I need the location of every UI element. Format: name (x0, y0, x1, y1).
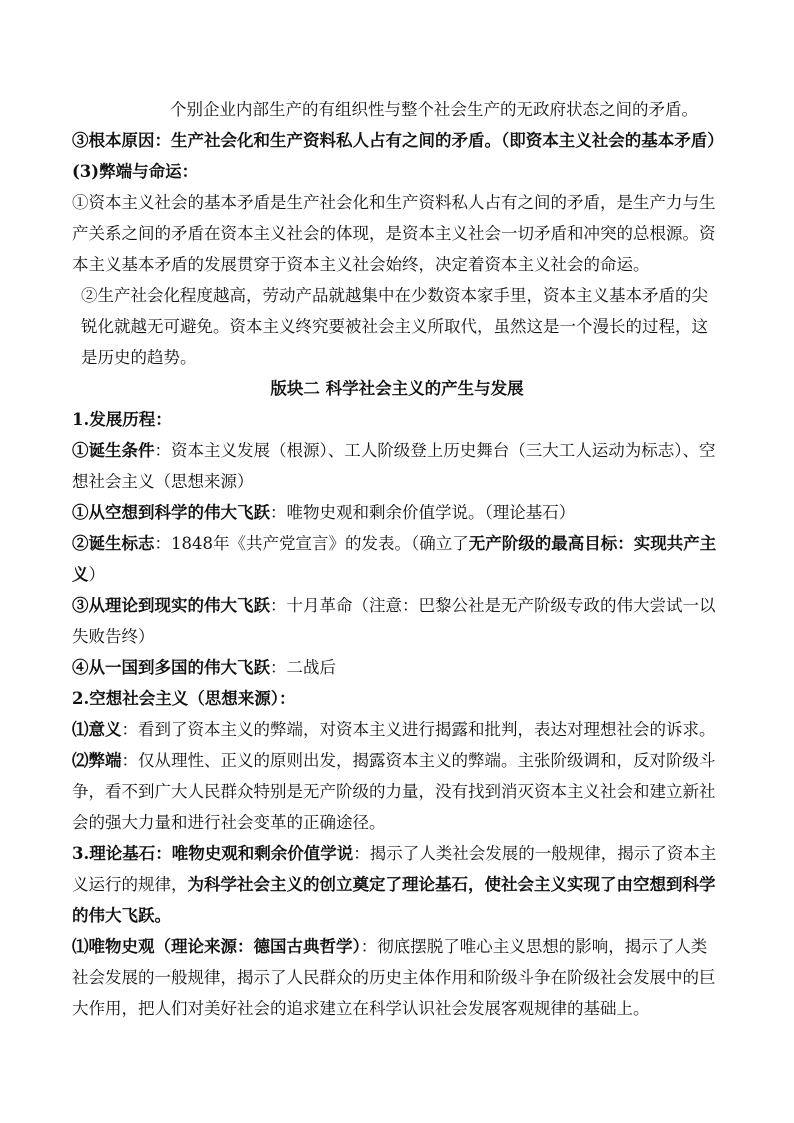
label-one-to-many: ④从一国到多国的伟大飞跃 (72, 658, 270, 677)
label-utopia-to-science: ①从空想到科学的伟大飞跃 (72, 503, 270, 522)
heading-utopian-socialism: 2.空想社会主义（思想来源）： (72, 689, 296, 708)
label-significance: ⑴意义 (72, 720, 122, 739)
paragraph-drawbacks (72, 745, 722, 838)
text-birth-mark-end: ） (88, 565, 105, 584)
paragraph-utopia-to-science (72, 497, 722, 528)
text-highest-goal: 无产阶级的最高目标：实现共产主义 (72, 534, 717, 584)
text-historical-materialism: ：彻底摆脱了唯心主义思想的影响，揭示了人类社会发展的一般规律，揭示了人民群众的历史主体作用和阶级斗争在阶级社会发展中的巨大作用，把人们对美好社会的追求建立在科学认识社会发展客观规律的基础上。 (72, 937, 716, 1018)
label-theoretical-foundation: 3.理论基石：唯物史观和剩余价值学说 (72, 844, 354, 863)
paragraph-significance (72, 714, 722, 745)
label-birth-conditions: ①诞生条件 (72, 441, 155, 460)
heading-drawbacks-fate: (3)弊端与命运： (72, 162, 199, 181)
root-cause-text: ③根本原因：生产社会化和生产资料私人占有之间的矛盾。（即资本主义社会的基本矛盾） (72, 131, 724, 150)
paragraph-socialization: ②生产社会化程度越高，劳动产品就越集中在少数资本家手里，资本主义基本矛盾的尖锐化就越无可避免。资本主义终究要被社会主义所取代，虽然这是一个漫长的过程，这是历史的趋势。 (81, 286, 708, 367)
label-birth-mark: ②诞生标志 (72, 534, 155, 553)
paragraph-historical-materialism (72, 931, 722, 1024)
paragraph-theory-to-reality (72, 590, 722, 652)
text-drawbacks: ：仅从理性、正义的原则出发，揭露资本主义的弊端。主张阶级调和，反对阶级斗争，看不到广大人民群众特别是无产阶级的力量，没有找到消灭资本主义社会和建立新社会的强大力量和进行社会变革的正确途径。 (72, 751, 716, 832)
text-foundation-bold: 为科学社会主义的创立奠定了理论基石，使社会主义实现了由空想到科学的伟大飞跃。 (72, 875, 716, 925)
text-birth-mark: ：1848年《共产党宣言》的发表。（确立了 (154, 534, 469, 553)
text-utopia-to-science: ：唯物史观和剩余价值学说。（理论基石） (270, 503, 576, 522)
heading-development-history: 1.发展历程： (72, 410, 172, 429)
paragraph-birth-mark (72, 528, 722, 590)
label-historical-materialism: ⑴唯物史观（理论来源：德国古典哲学） (72, 937, 361, 956)
paragraph-basic-contradiction: ①资本主义社会的基本矛盾是生产社会化和生产资料私人占有之间的矛盾，是生产力与生产关系之间的矛盾在资本主义社会的体现，是资本主义社会一切矛盾和冲突的总根源。资本主义基本矛盾的发展贯穿于资本主义社会始终，决定着资本主义社会的命运。 (72, 193, 716, 274)
text-significance: ：看到了资本主义的弊端，对资本主义进行揭露和批判，表达对理想社会的诉求。 (121, 720, 716, 739)
paragraph-root-cause (72, 125, 722, 156)
paragraph-birth-conditions (72, 435, 722, 497)
text-one-to-many: ：二战后 (270, 658, 336, 677)
text-theoretical-foundation: ：揭示了人类社会发展的一般规律，揭示了资本主义运行的规律， (72, 844, 717, 894)
text-birth-conditions: ：资本主义发展（根源）、工人阶级登上历史舞台（三大工人运动为标志）、空想社会主义（思想来源） (72, 441, 716, 491)
text-theory-to-reality: ：十月革命（注意：巴黎公社是无产阶级专政的伟大尝试一以失败告终） (72, 596, 716, 646)
paragraph-contradiction-detail: 个别企业内部生产的有组织性与整个社会生产的无政府状态之间的矛盾。 (170, 100, 698, 119)
section-title: 版块二 科学社会主义的产生与发展 (270, 379, 524, 398)
paragraph-one-to-many (72, 652, 722, 683)
label-theory-to-reality: ③从理论到现实的伟大飞跃 (72, 596, 270, 615)
label-drawbacks: ⑵弊端 (72, 751, 122, 770)
paragraph-theoretical-foundation (72, 838, 722, 931)
